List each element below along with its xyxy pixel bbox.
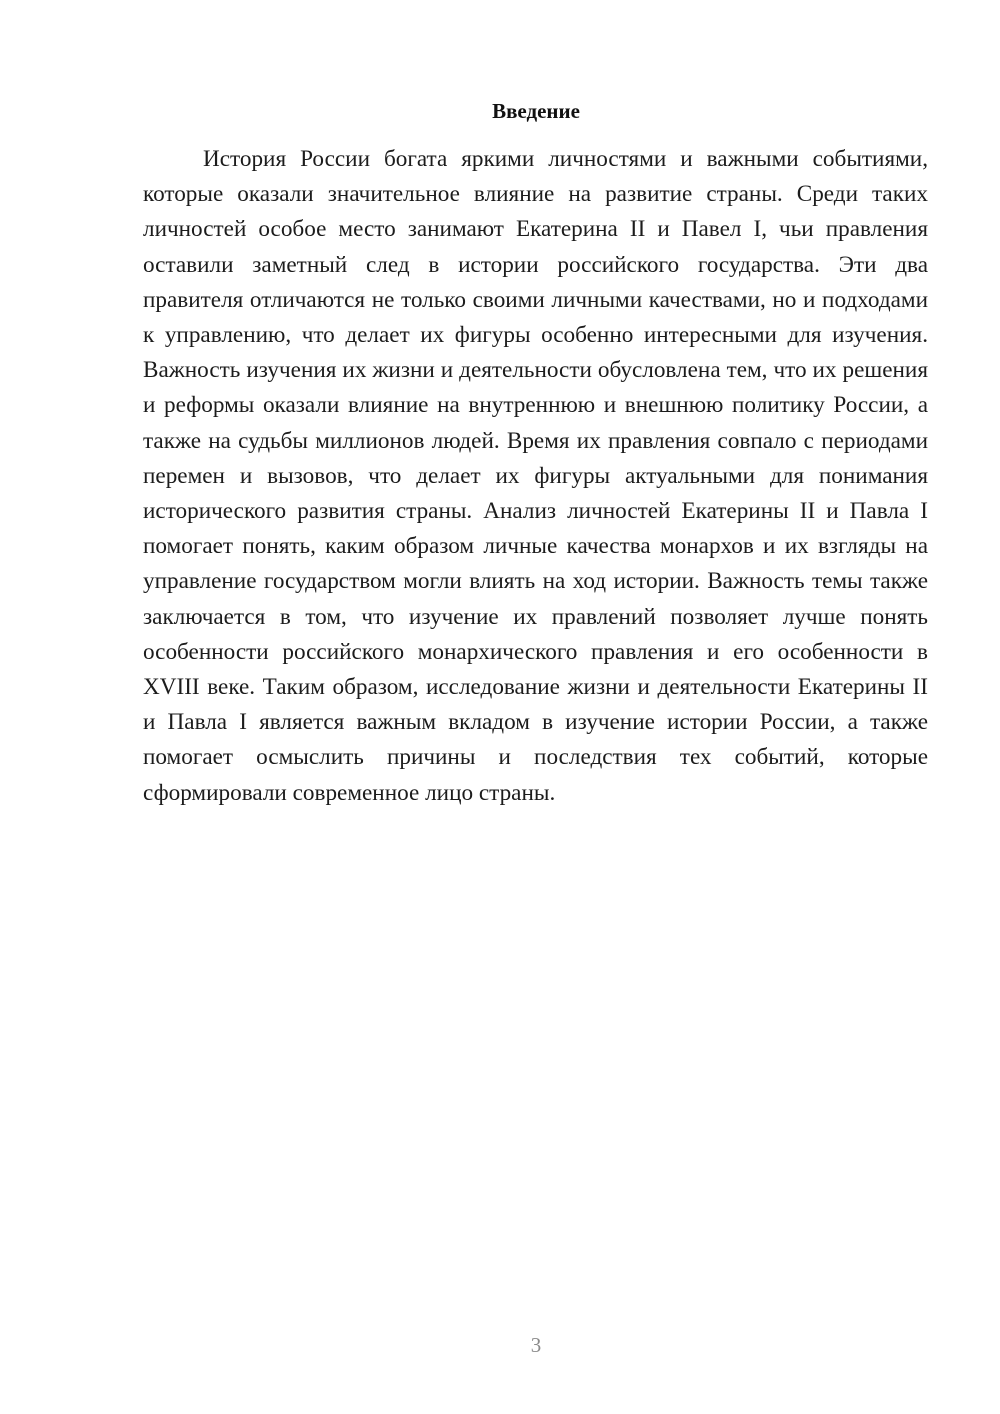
introduction-paragraph: История России богата яркими личностями и важными событиями, которые оказали значительное влияние на развитие страны. Среди таких личностей особое место занимают Екатерина II и Павел I, чьи правления оставили заметный след в истории российского государства. Эти два правителя отличаются не только своими личными качествами, но и подходами к управлению, что делает их фигуры особенно интересными для изучения. Важность изучения их жизни и деятельности обусловлена тем, что их решения и реформы оказали влияние на внутреннюю и внешнюю политику России, а также на судьбы миллионов людей. Время их правления совпало с периодами перемен и вызовов, что делает их фигуры актуальными для понимания исторического развития страны. Анализ личностей Екатерины II и Павла I помогает понять, каким образом личные качества монархов и их взгляды на управление государством могли влиять на ход истории. Важность темы также заключается в том, что изучение их правлений позволяет лучше понять особенности российского монархического правления и его особенности в XVIII веке. Таким образом, исследование жизни и деятельности Екатерины II и Павла I является важным вкладом в изучение истории России, а также помогает осмыслить причины и последствия тех событий, которые сформировали современное лицо страны.: [143, 146, 928, 806]
page-number: 3: [530, 1333, 542, 1357]
section-heading: Введение: [492, 99, 580, 123]
